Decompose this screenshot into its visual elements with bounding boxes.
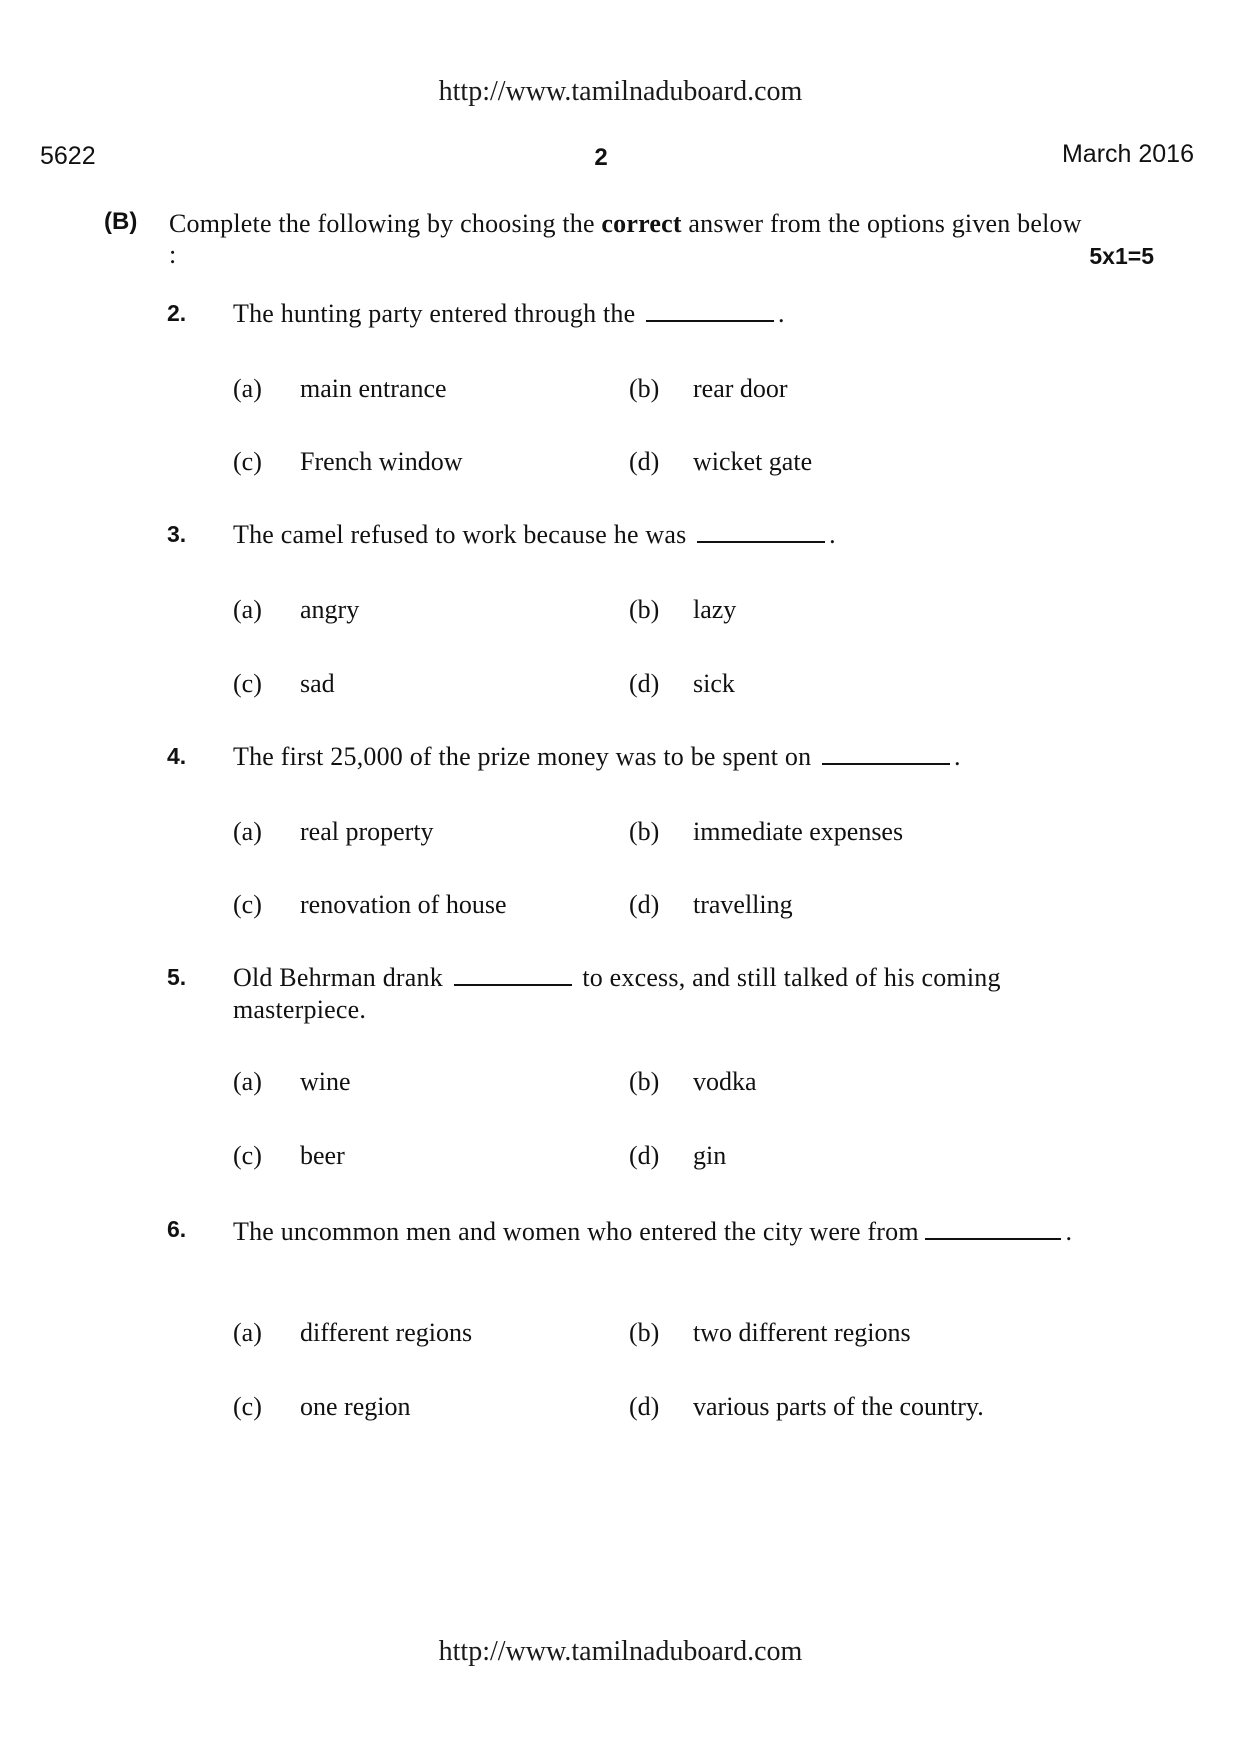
section-label: (B) xyxy=(104,208,138,235)
option-label: (a) xyxy=(233,374,262,403)
question-text xyxy=(233,741,1093,773)
option-label: (c) xyxy=(233,890,262,919)
question-number: 4. xyxy=(167,743,187,769)
instruction-emphasis: correct xyxy=(601,209,682,238)
answer-blank xyxy=(822,763,950,765)
option-text: travelling xyxy=(693,890,793,919)
option-text: angry xyxy=(300,595,360,624)
option-text: rear door xyxy=(693,374,788,403)
option-label: (a) xyxy=(233,1067,262,1096)
question-number: 6. xyxy=(167,1216,187,1242)
answer-blank xyxy=(454,984,572,986)
question-text-after: . xyxy=(778,299,785,328)
answer-blank xyxy=(646,320,774,322)
option-label: (c) xyxy=(233,669,262,698)
question-text xyxy=(233,298,1093,330)
question-text xyxy=(233,1214,1093,1250)
header-url: http://www.tamilnaduboard.com xyxy=(438,76,803,107)
option-label: (c) xyxy=(233,1392,262,1421)
option-label: (b) xyxy=(629,817,660,846)
question-number: 5. xyxy=(167,964,187,990)
option-label: (d) xyxy=(629,447,660,476)
option-label: (d) xyxy=(629,1392,660,1421)
option-text: lazy xyxy=(693,595,737,624)
option-label: (b) xyxy=(629,1318,660,1347)
question-text-after: . xyxy=(1065,1217,1073,1246)
option-text: French window xyxy=(300,447,463,476)
section-marks: 5x1=5 xyxy=(1089,243,1154,269)
option-label: (a) xyxy=(233,595,262,624)
instruction-part-2: answer from the options given below : xyxy=(169,209,1082,269)
question-text-before: The hunting party entered through the xyxy=(233,299,636,328)
option-label: (a) xyxy=(233,817,262,846)
question-text-before: The first 25,000 of the prize money was to be spent on xyxy=(233,742,812,771)
option-label: (d) xyxy=(629,890,660,919)
option-text: beer xyxy=(300,1141,345,1170)
section-instruction xyxy=(169,208,1089,270)
option-text: two different regions xyxy=(693,1318,911,1347)
option-text: vodka xyxy=(693,1067,757,1096)
question-text-before: The uncommon men and women who entered the city were from xyxy=(233,1217,919,1246)
option-text: wine xyxy=(300,1067,351,1096)
question-text-before: The camel refused to work because he was xyxy=(233,520,687,549)
question-text-after: . xyxy=(829,520,836,549)
option-label: (b) xyxy=(629,374,660,403)
answer-blank xyxy=(697,541,825,543)
page-number: 2 xyxy=(594,144,608,171)
option-label: (b) xyxy=(629,1067,660,1096)
option-text: one region xyxy=(300,1392,411,1421)
option-label: (b) xyxy=(629,595,660,624)
option-text: main entrance xyxy=(300,374,447,403)
question-number: 3. xyxy=(167,521,187,547)
option-text: various parts of the country. xyxy=(693,1392,984,1421)
question-number: 2. xyxy=(167,300,187,326)
option-text: immediate expenses xyxy=(693,817,904,846)
option-text: wicket gate xyxy=(693,447,813,476)
instruction-part-1: Complete the following by choosing the xyxy=(169,209,602,238)
option-text: real property xyxy=(300,817,434,846)
paper-code: 5622 xyxy=(40,142,96,170)
option-text: sick xyxy=(693,669,735,698)
question-text xyxy=(233,519,1093,551)
option-label: (d) xyxy=(629,1141,660,1170)
option-text: renovation of house xyxy=(300,890,507,919)
question-text-before: Old Behrman drank xyxy=(233,963,443,992)
question-text-after: . xyxy=(954,742,961,771)
exam-date: March 2016 xyxy=(1061,140,1194,168)
footer-url: http://www.tamilnaduboard.com xyxy=(438,1636,803,1667)
option-label: (c) xyxy=(233,1141,262,1170)
option-label: (c) xyxy=(233,447,262,476)
option-label: (a) xyxy=(233,1318,262,1347)
question-text xyxy=(233,962,1093,1026)
option-label: (d) xyxy=(629,669,660,698)
option-text: sad xyxy=(300,669,335,698)
answer-blank xyxy=(925,1238,1061,1240)
option-text: different regions xyxy=(300,1318,473,1347)
question-text-after: to excess, and still talked of his coming masterpiece. xyxy=(233,963,1001,1024)
option-text: gin xyxy=(693,1141,727,1170)
